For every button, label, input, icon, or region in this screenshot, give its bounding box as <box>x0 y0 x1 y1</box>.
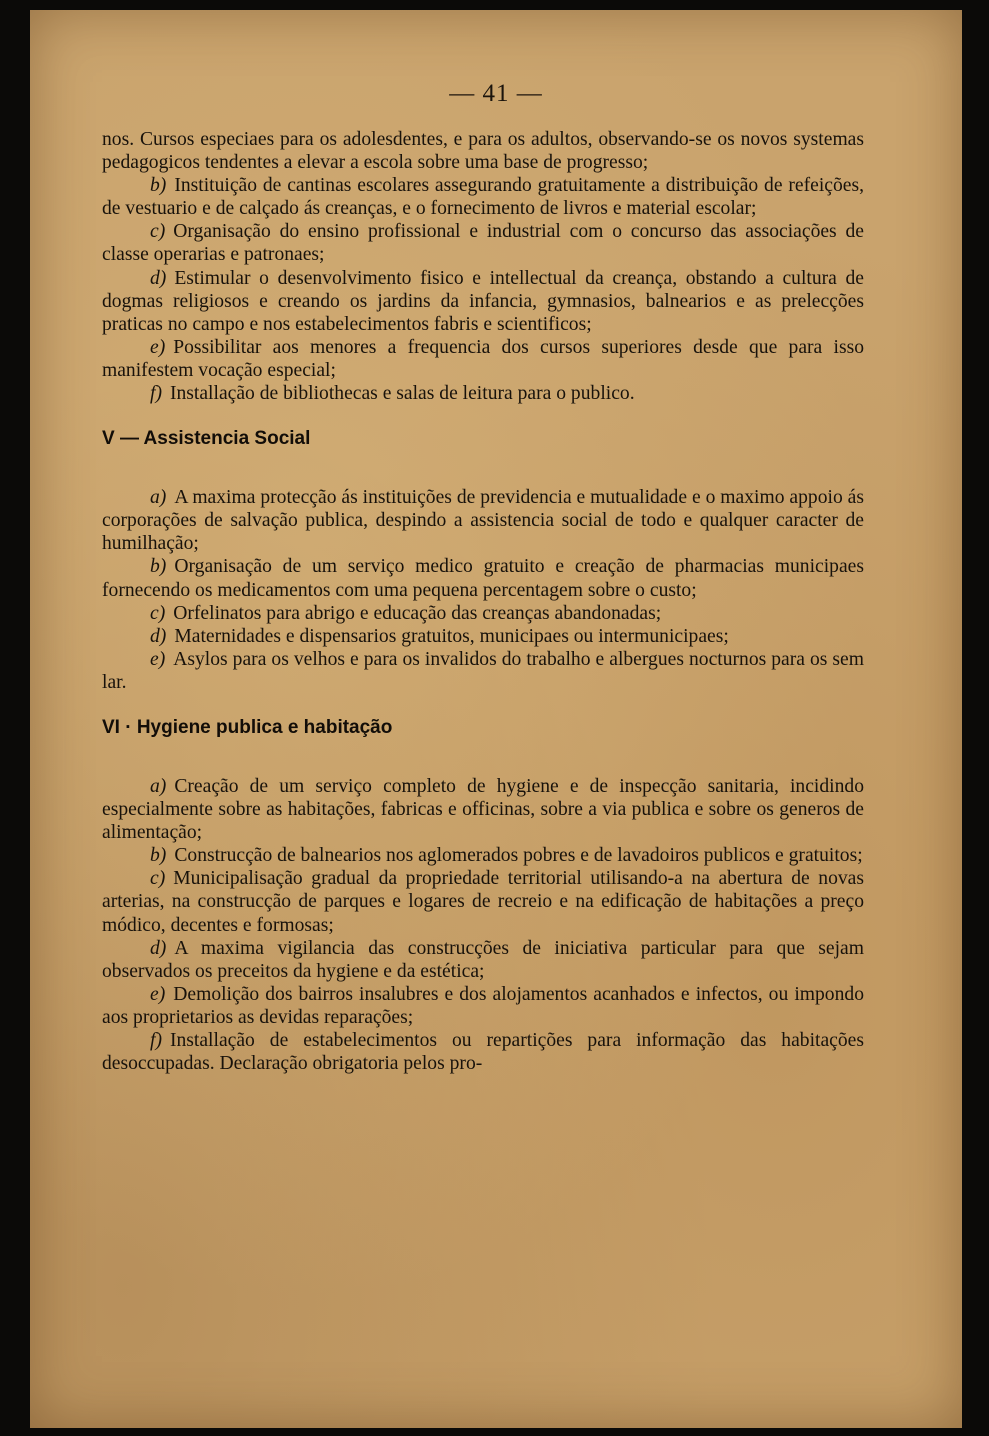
item-text: Possibilitar aos menores a frequencia dos cursos superiores desde que para isso manifestem vocação especial; <box>102 336 864 381</box>
item-text: Installação de bibliothecas e salas de leitura para o publico. <box>169 383 635 405</box>
item-label: f) <box>150 1030 162 1051</box>
item-text: Instituição de cantinas escolares assegurando gratuitamente a distribuição de refeições, de vestuario e de calçado ás creanças, e o fornecimento de livros e material escolar; <box>102 175 864 220</box>
item-text: Asylos para os velhos e para os invalidos do trabalho e albergues nocturnos para os sem lar. <box>102 648 864 693</box>
item-label: b) <box>150 175 167 197</box>
item-v-c <box>102 602 864 625</box>
item-text: Organisação de um serviço medico gratuito e creação de pharmacias municipaes fornecendo os medicamentos com uma pequena percentagem sobre o custo; <box>102 556 864 601</box>
item-label: a) <box>150 775 167 797</box>
section-heading-vi: VI · Hygiene publica e habitação <box>102 716 393 738</box>
page-body <box>102 128 864 1075</box>
item-text: Organisação do ensino profissional e industrial com o concurso das associações de classe operarias e patronaes; <box>102 221 864 266</box>
item-text: Municipalisação gradual da propriedade territorial utilisando-a na abertura de novas arterias, na construcção de parques e logares de recreio e na edificação de habitações a preço módico, decentes e formosas; <box>102 868 864 936</box>
item-iv-d <box>102 267 864 336</box>
section-heading-v: V — Assistencia Social <box>102 428 311 450</box>
item-iv-e <box>102 336 864 382</box>
item-label: d) <box>150 625 167 647</box>
item-iv-c <box>102 220 864 266</box>
item-text: Installação de estabelecimentos ou repartições para informação das habitações desoccupadas. Declaração obrigatoria pelos pro- <box>102 1030 864 1075</box>
item-text: Orfelinatos para abrigo e educação das creanças abandonadas; <box>173 602 662 624</box>
item-text: Estimular o desenvolvimento fisico e intellectual da creança, obstando a cultura de dogmas religiosos e creando os jardins da infancia, gymnasios, balnearios e as prelecções praticas no campo e nos estabelecimentos fabris e scientificos; <box>102 267 864 335</box>
item-vi-c <box>102 867 864 936</box>
item-text: Demolição dos bairros insalubres e dos alojamentos acanhados e infectos, ou impondo aos proprietarios as devidas reparações; <box>102 983 864 1028</box>
item-vi-a <box>102 775 864 844</box>
item-label: b) <box>150 556 167 578</box>
item-label: f) <box>150 383 162 405</box>
item-label: d) <box>150 937 167 959</box>
item-text: A maxima protecção ás instituições de previdencia e mutualidade e o maximo appoio ás corporações de salvação publica, despindo a assistencia social de todo e qualquer caracter de humilhação; <box>102 487 864 555</box>
item-text: Maternidades e dispensarios gratuitos, municipaes ou intermunicipaes; <box>174 625 729 647</box>
item-v-b <box>102 555 864 601</box>
item-v-d <box>102 625 864 648</box>
page-number: — 41 — <box>449 80 543 107</box>
item-iv-b <box>102 174 864 220</box>
item-label: c) <box>150 221 166 243</box>
book-page <box>30 10 962 1428</box>
item-label: e) <box>150 983 166 1005</box>
item-label: c) <box>150 602 166 624</box>
item-vi-e <box>102 983 864 1029</box>
item-label: b) <box>150 845 167 867</box>
item-label: c) <box>150 868 166 890</box>
item-text: Construcção de balnearios nos aglomerados pobres e de lavadoiros publicos e gratuitos; <box>174 845 863 867</box>
item-label: d) <box>150 267 167 289</box>
item-text: Creação de um serviço completo de hygiene e de inspecção sanitaria, incidindo especialmente sobre as habitações, fabricas e officinas, sobre a via publica e sobre os generos de alimentação; <box>102 775 864 844</box>
item-label: e) <box>150 336 166 358</box>
item-vi-d <box>102 937 864 983</box>
item-label: a) <box>150 487 167 509</box>
item-label: e) <box>150 648 166 670</box>
item-text: A maxima vigilancia das construcções de iniciativa particular para que sejam observados os preceitos da hygiene e da estética; <box>102 937 864 982</box>
item-iv-f <box>102 382 864 405</box>
item-v-e <box>102 648 864 694</box>
item-vi-b <box>102 844 864 867</box>
continuation-paragraph: nos. Cursos especiaes para os adolesdentes, e para os adultos, observando-se os novos systemas pedagogicos tendentes a elevar a escola sobre uma base de progresso; <box>102 129 864 174</box>
item-vi-f <box>102 1029 864 1075</box>
item-v-a <box>102 486 864 555</box>
